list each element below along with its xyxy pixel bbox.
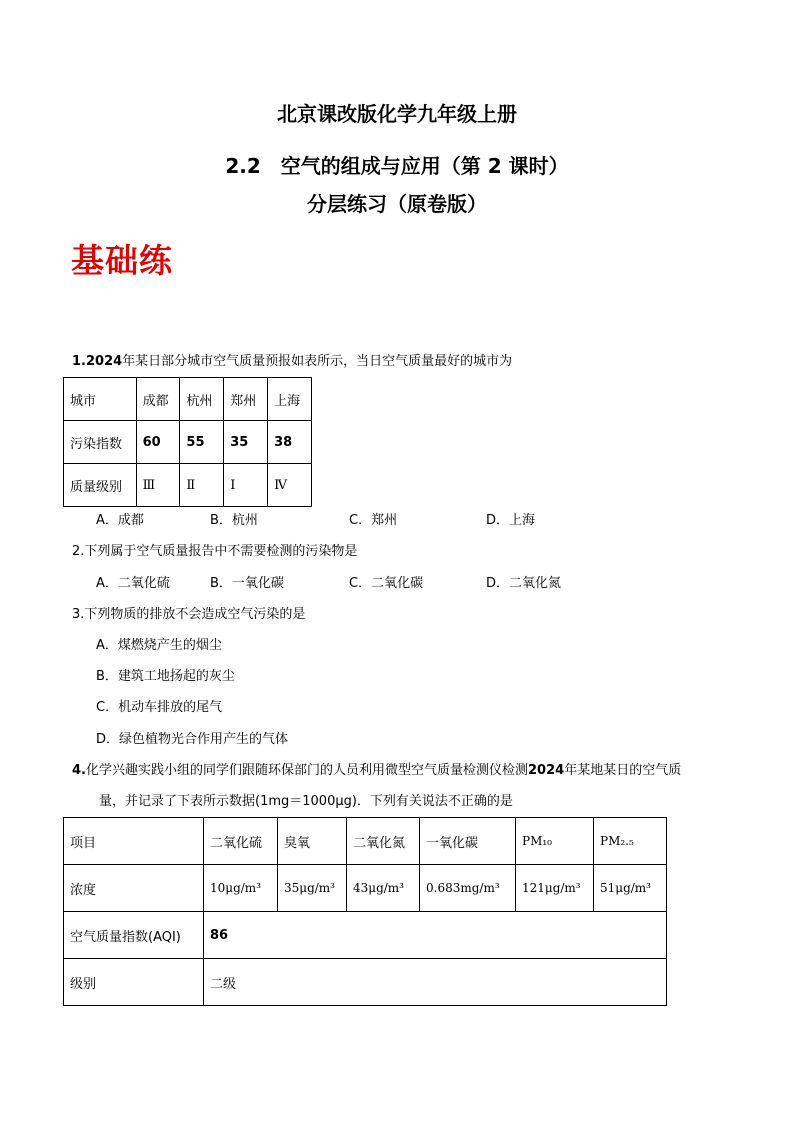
table-header-cell: 臭氧 xyxy=(278,818,347,865)
table-cell: Ⅳ xyxy=(268,464,312,507)
table-cell: 空气质量指数(AQI) xyxy=(64,912,204,959)
question-1-text: 年某日部分城市空气质量预报如表所示，当日空气质量最好的城市为 xyxy=(122,354,513,369)
q2-option-d[interactable]: D．二氧化氮 xyxy=(486,576,562,591)
question-4-text-a: 化学兴趣实践小组的同学们跟随环保部门的人员利用微型空气质量检测仪检测 xyxy=(85,763,528,778)
lesson-title: 2.2 空气的组成与应用（第 2 课时） xyxy=(225,154,569,178)
q1-option-b[interactable]: B．杭州 xyxy=(210,513,258,528)
table-cell: 51μg/m³ xyxy=(594,865,667,912)
table-header-cell: 城市 xyxy=(64,378,137,421)
q3-option-b[interactable]: B．建筑工地扬起的灰尘 xyxy=(96,669,235,684)
table-header-cell: 上海 xyxy=(268,378,312,421)
question-1-number: 1. xyxy=(72,354,86,369)
table-header-cell: 郑州 xyxy=(224,378,268,421)
q1-option-a[interactable]: A．成都 xyxy=(96,513,144,528)
air-quality-table xyxy=(63,817,667,1006)
table-header-cell: PM₁₀ xyxy=(516,818,594,865)
table-row xyxy=(64,421,312,464)
table-cell: Ⅲ xyxy=(136,464,180,507)
table-cell: Ⅱ xyxy=(180,464,224,507)
doc-subtitle: 分层练习（原卷版） xyxy=(307,192,487,216)
table-cell: 10μg/m³ xyxy=(204,865,278,912)
doc-title: 北京课改版化学九年级上册 xyxy=(277,102,517,126)
table-header-cell: 项目 xyxy=(64,818,204,865)
table-header-cell: 一氧化碳 xyxy=(420,818,516,865)
table-row xyxy=(64,912,667,959)
table-cell: 121μg/m³ xyxy=(516,865,594,912)
table-cell: 38 xyxy=(268,421,312,464)
table-row xyxy=(64,959,667,1006)
q2-option-c[interactable]: C．二氧化碳 xyxy=(349,576,424,591)
table-cell: 二级 xyxy=(204,959,667,1006)
table-row xyxy=(64,464,312,507)
table-header-cell: 成都 xyxy=(136,378,180,421)
table-row xyxy=(64,378,312,421)
table-header-cell: 二氧化硫 xyxy=(204,818,278,865)
table-cell: 浓度 xyxy=(64,865,204,912)
table-cell: 55 xyxy=(180,421,224,464)
table-header-cell: 二氧化氮 xyxy=(347,818,420,865)
question-2-text: 2.下列属于空气质量报告中不需要检测的污染物是 xyxy=(72,544,358,559)
question-4-number: 4. xyxy=(72,763,86,778)
question-4 xyxy=(72,762,681,780)
table-cell: 0.683mg/m³ xyxy=(420,865,516,912)
table-cell: 60 xyxy=(136,421,180,464)
table-cell: 污染指数 xyxy=(64,421,137,464)
q1-option-c[interactable]: C．郑州 xyxy=(349,513,398,528)
table-cell: Ⅰ xyxy=(224,464,268,507)
table-header-cell: PM₂.₅ xyxy=(594,818,667,865)
question-1 xyxy=(72,353,512,371)
q3-option-c[interactable]: C．机动车排放的尾气 xyxy=(96,700,223,715)
table-cell: 35 xyxy=(224,421,268,464)
table-row xyxy=(64,865,667,912)
question-4-text-c: 量，并记录了下表所示数据(1mg＝1000μg)．下列有关说法不正确的是 xyxy=(99,794,513,809)
question-4-text-b: 年某地某日的空气质 xyxy=(564,763,682,778)
table-cell: 35μg/m³ xyxy=(278,865,347,912)
question-4-year: 2024 xyxy=(528,763,565,778)
question-3-text: 3.下列物质的排放不会造成空气污染的是 xyxy=(72,607,306,622)
q2-option-b[interactable]: B．一氧化碳 xyxy=(210,576,284,591)
table-cell: 级别 xyxy=(64,959,204,1006)
question-1-year: 2024 xyxy=(85,354,123,369)
q3-option-d[interactable]: D．绿色植物光合作用产生的气体 xyxy=(96,732,289,747)
table-header-cell: 杭州 xyxy=(180,378,224,421)
table-row xyxy=(64,818,667,865)
table-cell: 质量级别 xyxy=(64,464,137,507)
table-cell: 43μg/m³ xyxy=(347,865,420,912)
city-pollution-table xyxy=(63,377,312,507)
table-cell: 86 xyxy=(204,912,667,959)
q2-option-a[interactable]: A．二氧化硫 xyxy=(96,576,170,591)
q1-option-d[interactable]: D．上海 xyxy=(486,513,536,528)
q3-option-a[interactable]: A．煤燃烧产生的烟尘 xyxy=(96,638,222,653)
section-heading: 基础练 xyxy=(71,241,173,280)
